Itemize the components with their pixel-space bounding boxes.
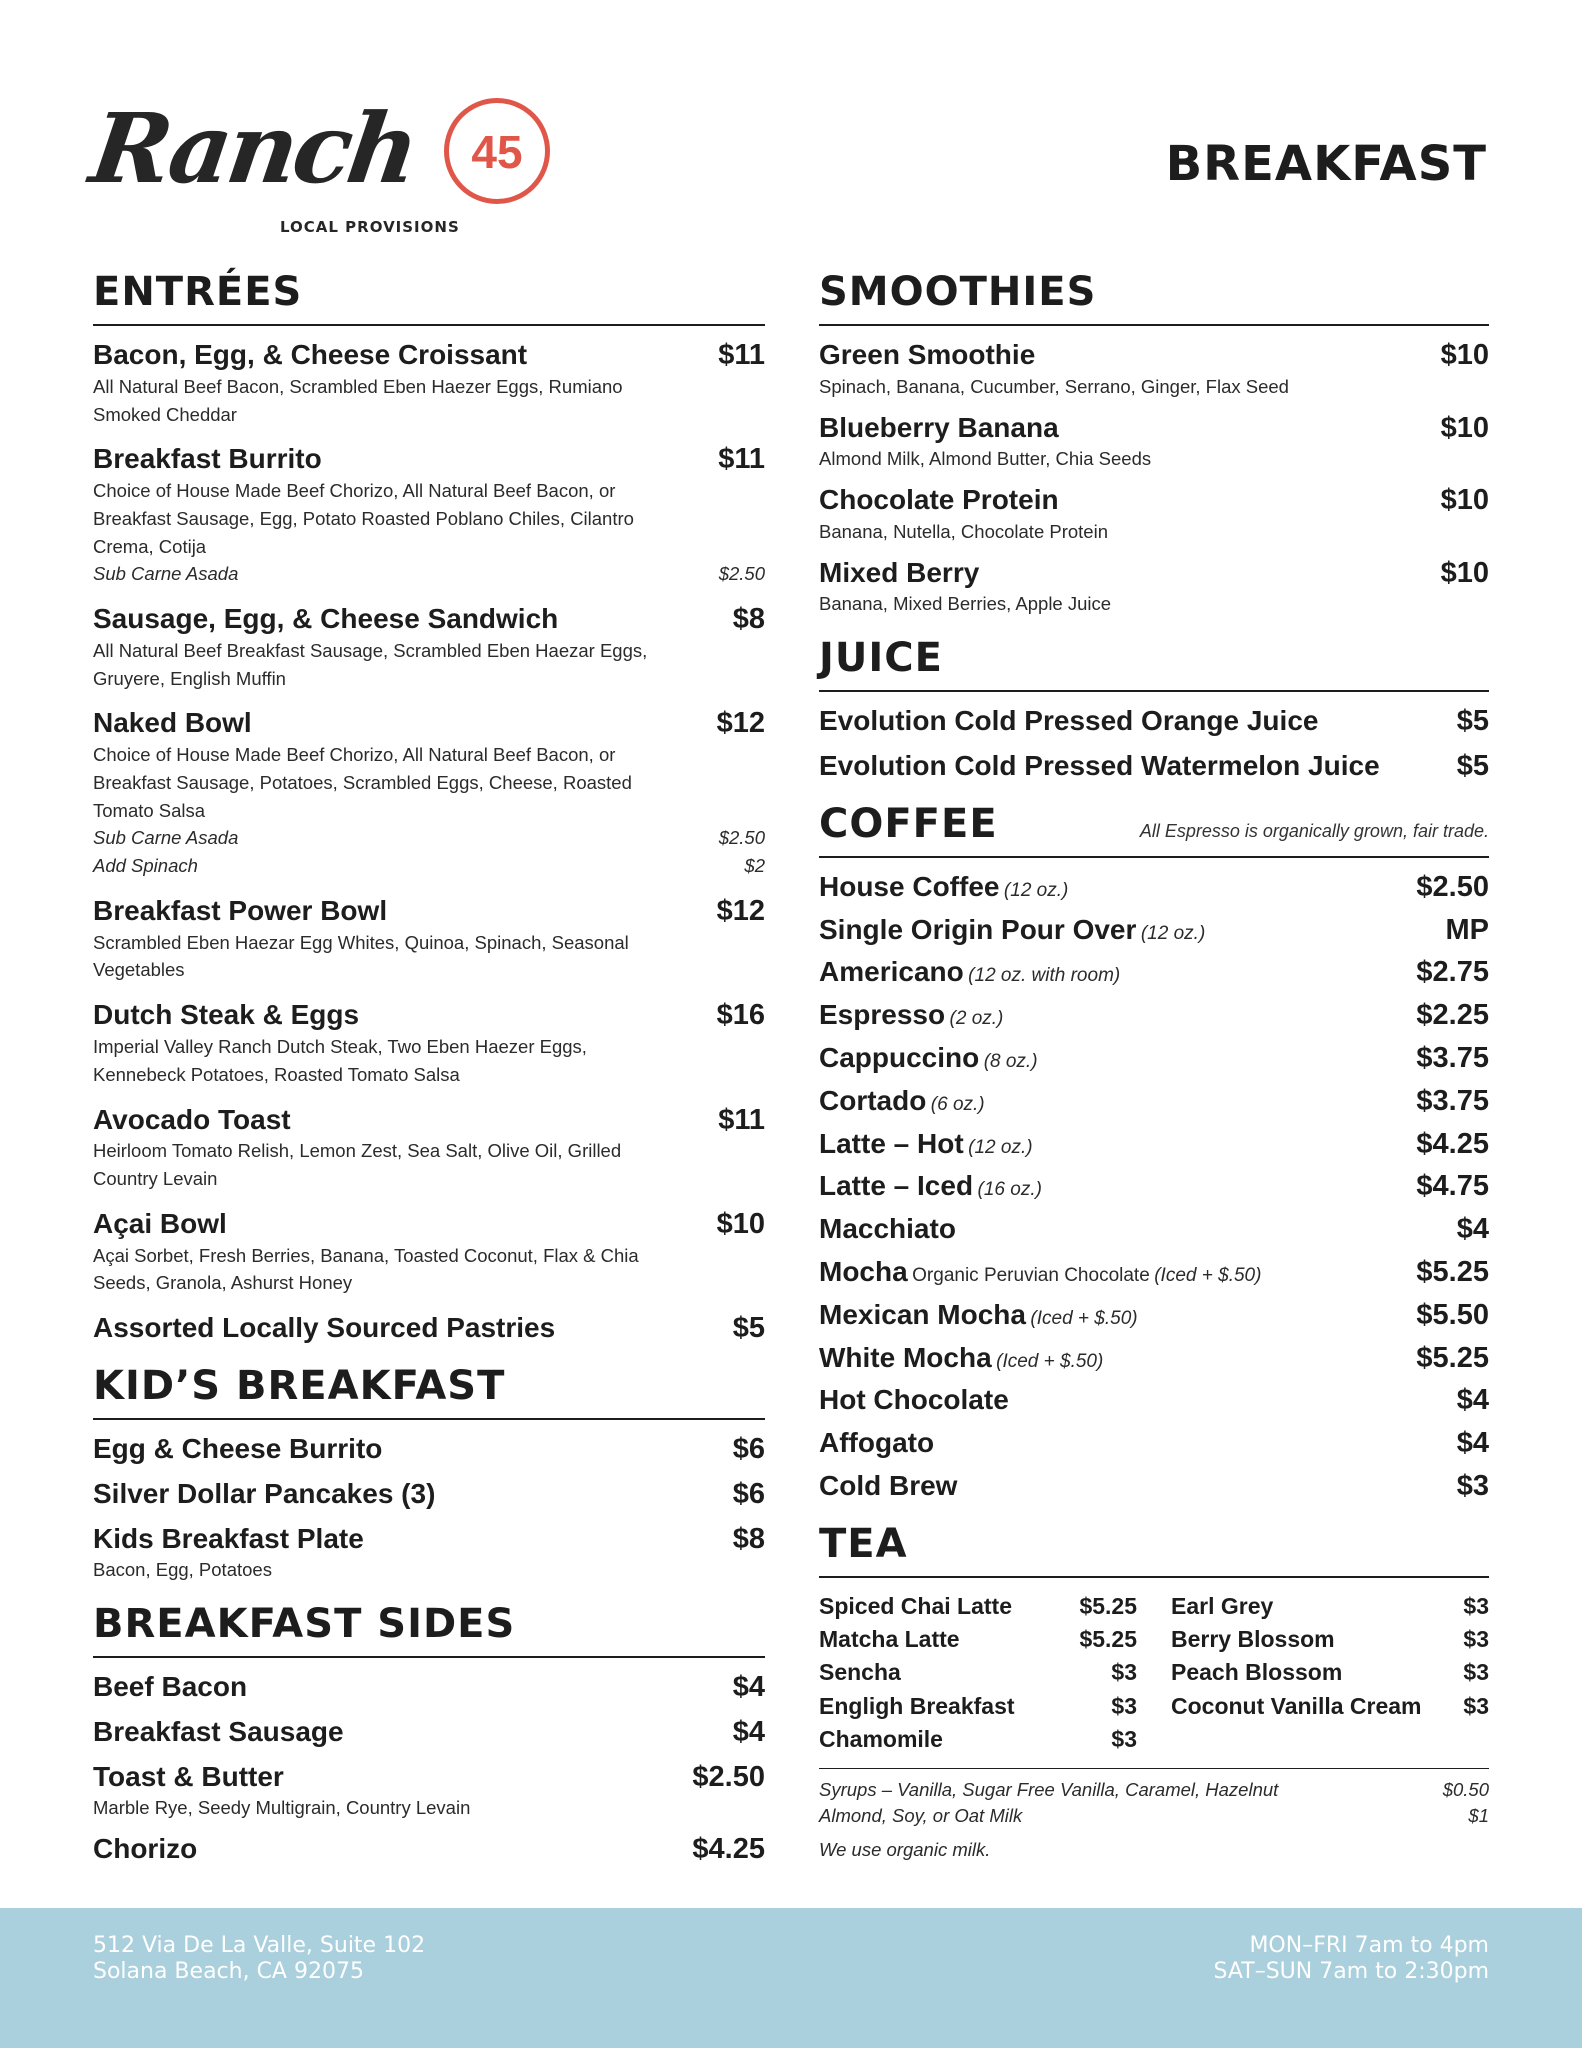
menu-item-price: $10 — [1440, 339, 1489, 371]
menu-item-name: Mixed Berry — [819, 556, 980, 588]
menu-item-row — [93, 998, 765, 1033]
menu-item — [93, 1522, 765, 1585]
hours — [1214, 1933, 1489, 1986]
addon-label: Add Spinach — [93, 855, 198, 877]
tea-name: Spiced Chai Latte — [819, 1592, 1012, 1619]
menu-item-price: $4 — [732, 1671, 765, 1704]
tea-item — [819, 1723, 1137, 1756]
menu-item — [819, 1341, 1489, 1376]
menu-item-size: (Iced + $.50) — [1030, 1307, 1138, 1329]
menu-item — [819, 1298, 1489, 1333]
addon-label: Sub Carne Asada — [93, 827, 239, 849]
menu-item — [819, 1084, 1489, 1119]
menu-item-name: Blueberry Banana — [819, 411, 1059, 443]
logo-tagline: LOCAL PROVISIONS — [280, 218, 460, 236]
hours-line-1: MON–FRI 7am to 4pm — [1249, 1933, 1489, 1958]
extra-price: $1 — [1468, 1805, 1489, 1827]
addon-price: $2 — [744, 855, 765, 877]
menu-item-title — [819, 1212, 956, 1246]
right-column — [819, 270, 1489, 1879]
menu-item — [93, 1832, 765, 1867]
menu-item-title — [819, 913, 1205, 947]
menu-item-row — [93, 1432, 765, 1467]
menu-item-price: $8 — [732, 603, 765, 636]
menu-item-description: Heirloom Tomato Relish, Lemon Zest, Sea Salt, Olive Oil, Grilled Country Levain — [93, 1140, 622, 1190]
logo — [84, 92, 572, 242]
menu-item-row — [819, 1298, 1489, 1333]
menu-item-title — [93, 338, 527, 372]
menu-item-description: Imperial Valley Ranch Dutch Steak, Two Eben Haezer Eggs, Kennebeck Potatoes, Roasted Tomato Salsa — [93, 1036, 587, 1085]
menu-item-row — [93, 706, 765, 741]
menu-item-size: (8 oz.) — [983, 1050, 1038, 1072]
menu-item-size: (16 oz.) — [977, 1179, 1042, 1201]
menu-item-name: Toast & Butter — [93, 1760, 284, 1792]
extra-item — [819, 1803, 1489, 1829]
menu-item-description: Açai Sorbet, Fresh Berries, Banana, Toasted Coconut, Flax & Chia Seeds, Granola, Ashurst Honey — [93, 1244, 639, 1294]
menu-item-title — [93, 442, 322, 476]
menu-item-name: Naked Bowl — [93, 707, 252, 739]
menu-item-price: $5 — [732, 1312, 765, 1345]
coffee-note: All Espresso is organically grown, fair trade. — [1139, 820, 1489, 841]
kids-heading: KID’S BREAKFAST — [93, 1364, 765, 1420]
tea-item — [819, 1690, 1137, 1723]
menu-item-price: $5 — [1456, 705, 1489, 738]
menu-item-size: (2 oz.) — [949, 1008, 1004, 1030]
menu-item-name: Beef Bacon — [93, 1671, 248, 1703]
menu-item-price: $16 — [716, 999, 765, 1032]
menu-item-row — [93, 1477, 765, 1512]
menu-item-title — [93, 1670, 247, 1704]
menu-item-row — [819, 1084, 1489, 1119]
menu-item-name: House Coffee — [819, 870, 1000, 902]
milk-note: We use organic milk. — [819, 1839, 991, 1861]
menu-item-row — [819, 870, 1489, 905]
tea-price: $5.25 — [1079, 1592, 1137, 1619]
menu-item-title — [819, 870, 1068, 904]
hours-line-2: SAT–SUN 7am to 2:30pm — [1213, 1959, 1489, 1985]
menu-item — [93, 1207, 765, 1297]
menu-item-description: Banana, Nutella, Chocolate Protein — [819, 520, 1108, 542]
menu-item — [819, 1127, 1489, 1162]
menu-item-title — [93, 602, 558, 636]
menu-item-size: (Iced + $.50) — [1154, 1264, 1262, 1286]
menu-item-price: $5.50 — [1416, 1298, 1489, 1331]
tea-name: Coconut Vanilla Cream — [1171, 1692, 1422, 1719]
menu-item — [819, 1212, 1489, 1247]
menu-item — [819, 913, 1489, 948]
menu-item-description: Spinach, Banana, Cucumber, Serrano, Ginger, Flax Seed — [819, 375, 1289, 397]
footer — [0, 1908, 1582, 2048]
menu-item-name: Egg & Cheese Burrito — [93, 1432, 383, 1464]
menu-item — [819, 1041, 1489, 1076]
menu-item-title — [93, 1522, 364, 1556]
menu-item-price: $5.25 — [1416, 1341, 1489, 1374]
menu-item-row — [819, 338, 1489, 373]
menu-item-name: Cortado — [819, 1084, 927, 1116]
menu-item-description: Banana, Mixed Berries, Apple Juice — [819, 593, 1112, 615]
address-line-1: 512 Via De La Valle, Suite 102 — [93, 1933, 426, 1958]
menu-item — [93, 894, 765, 984]
menu-item-title — [93, 894, 387, 928]
menu-item-row — [93, 1207, 765, 1242]
menu-item-title — [819, 1298, 1138, 1332]
menu-item — [819, 1169, 1489, 1204]
tea-left-column — [819, 1590, 1137, 1757]
menu-item-row — [819, 556, 1489, 591]
menu-item-row — [93, 1760, 765, 1795]
addon-label: Sub Carne Asada — [93, 563, 239, 585]
menu-item-row — [819, 913, 1489, 948]
menu-item-description: Bacon, Egg, Potatoes — [93, 1559, 272, 1581]
menu-item-title — [819, 1426, 934, 1460]
menu-item-size: (Iced + $.50) — [996, 1350, 1104, 1372]
menu-item-title — [819, 704, 1318, 738]
menu-item-price: $4.25 — [692, 1833, 765, 1866]
menu-item-price: $5.25 — [1416, 1255, 1489, 1288]
menu-item-title — [819, 556, 979, 590]
menu-item-price: $6 — [732, 1432, 765, 1465]
menu-item-name: Latte – Hot — [819, 1127, 964, 1159]
addon-row — [93, 824, 765, 852]
menu-item — [93, 1760, 765, 1823]
menu-item-name: White Mocha — [819, 1341, 992, 1373]
menu-item-title — [819, 1041, 1038, 1075]
tea-item — [1171, 1590, 1489, 1623]
logo-number: 45 — [471, 126, 523, 178]
menu-item — [819, 1255, 1489, 1290]
menu-item-name: Mocha — [819, 1255, 908, 1287]
address-line-2: Solana Beach, CA 92075 — [93, 1959, 364, 1985]
menu-item-price: $10 — [1440, 484, 1489, 517]
menu-item-size: (12 oz.) — [1003, 879, 1069, 901]
menu-item-size: (12 oz.) — [968, 1136, 1033, 1158]
menu-item-price: $3.75 — [1416, 1084, 1489, 1117]
menu-item-row — [93, 338, 765, 373]
menu-item — [93, 1311, 765, 1346]
menu-item — [819, 1426, 1489, 1461]
menu-item — [93, 998, 765, 1088]
sides-heading: BREAKFAST SIDES — [93, 1602, 765, 1658]
extra-price: $0.50 — [1442, 1779, 1489, 1801]
menu-item-row — [819, 483, 1489, 518]
menu-item-title — [93, 1432, 382, 1466]
menu-item-title — [93, 706, 252, 740]
menu-item-description: Marble Rye, Seedy Multigrain, Country Levain — [93, 1797, 471, 1819]
menu-item-price: $3 — [1456, 1469, 1489, 1502]
smoothies-heading: SMOOTHIES — [819, 270, 1489, 326]
menu-item-price: $10 — [1440, 556, 1489, 589]
menu-item-title — [819, 1127, 1033, 1161]
menu-item-row — [93, 442, 765, 477]
menu-item-description: Choice of House Made Beef Chorizo, All Natural Beef Bacon, or Breakfast Sausage, Egg, Potato Roasted Poblano Chiles, Cilantro Crema, Cotija — [93, 480, 634, 557]
tea-item — [1171, 1656, 1489, 1689]
menu-item-row — [93, 894, 765, 929]
menu-item-name: Bacon, Egg, & Cheese Croissant — [93, 339, 528, 370]
menu-item-price: $2.50 — [692, 1760, 765, 1793]
menu-item-price: $10 — [716, 1207, 765, 1240]
tea-name: Engligh Breakfast — [819, 1692, 1015, 1719]
menu-item — [93, 706, 765, 880]
menu-item-title — [819, 749, 1380, 783]
entrees-list — [93, 326, 765, 1346]
menu-item-title — [819, 1383, 1009, 1417]
menu-item-title — [93, 1760, 284, 1794]
menu-item-row — [819, 955, 1489, 990]
menu-item — [93, 1103, 765, 1193]
menu-item — [93, 442, 765, 588]
menu-item-name: Breakfast Sausage — [93, 1715, 344, 1747]
tea-price: $3 — [1463, 1659, 1489, 1686]
menu-item-name: Cappuccino — [819, 1041, 980, 1073]
menu-item-name: Dutch Steak & Eggs — [93, 999, 360, 1031]
menu-item-price: $6 — [732, 1477, 765, 1510]
smoothies-list — [819, 326, 1489, 618]
menu-item — [819, 955, 1489, 990]
kids-section — [93, 1364, 765, 1584]
menu-item-name: Hot Chocolate — [819, 1384, 1009, 1416]
menu-item — [819, 556, 1489, 619]
sides-section — [93, 1602, 765, 1867]
menu-item-name: Latte – Iced — [819, 1170, 974, 1202]
menu-item-description: All Natural Beef Breakfast Sausage, Scrambled Eben Haezar Eggs, Gruyere, English Muffin — [93, 639, 648, 689]
menu-item — [819, 1383, 1489, 1418]
menu-item — [819, 483, 1489, 546]
addon-row — [93, 560, 765, 588]
tea-price: $3 — [1111, 1692, 1137, 1719]
menu-item-size: (12 oz.) — [1140, 922, 1206, 944]
menu-item-title — [819, 1084, 985, 1118]
menu-item-title — [819, 955, 1120, 989]
menu-item-title — [819, 1169, 1042, 1203]
menu-item-size: (12 oz. with room) — [968, 965, 1121, 987]
menu-item-title — [93, 1715, 344, 1749]
menu-item-price: $4.75 — [1416, 1170, 1489, 1203]
menu-item — [819, 749, 1489, 784]
coffee-heading: COFFEE — [819, 800, 998, 847]
addon-row — [93, 852, 765, 880]
menu-item-title — [93, 1477, 435, 1511]
menu-item-price: $4 — [1456, 1384, 1489, 1417]
menu-item-name: Single Origin Pour Over — [819, 913, 1137, 945]
menu-item-name: Breakfast Power Bowl — [93, 894, 388, 926]
juice-section — [819, 636, 1489, 784]
menu-item — [93, 602, 765, 692]
menu-item-price: $4 — [1456, 1213, 1489, 1246]
menu-item-title — [819, 1255, 1261, 1289]
menu-item-name: Americano — [819, 956, 964, 988]
menu-item-name: Green Smoothie — [819, 339, 1036, 370]
tea-name: Earl Grey — [1171, 1592, 1274, 1619]
menu-item-row — [819, 1041, 1489, 1076]
menu-item-name: Macchiato — [819, 1213, 956, 1245]
menu-item — [93, 1432, 765, 1467]
page-title: BREAKFAST — [1165, 136, 1487, 192]
menu-item-row — [93, 1103, 765, 1138]
address — [93, 1933, 425, 1986]
menu-item-title — [93, 1207, 227, 1241]
menu-item-row — [819, 704, 1489, 739]
tea-name: Matcha Latte — [819, 1626, 960, 1653]
sides-list — [93, 1658, 765, 1867]
tea-price: $3 — [1463, 1626, 1489, 1653]
menu-item-name: Evolution Cold Pressed Orange Juice — [819, 705, 1319, 737]
menu-item — [819, 338, 1489, 401]
menu-item-row — [819, 1469, 1489, 1504]
menu-item-price: $4 — [732, 1715, 765, 1748]
tea-name: Chamomile — [819, 1726, 943, 1753]
menu-item-name: Açai Bowl — [93, 1207, 227, 1239]
menu-item-name: Sausage, Egg, & Cheese Sandwich — [93, 603, 559, 635]
menu-item-price: $2.50 — [1416, 870, 1489, 903]
menu-item-price: $11 — [718, 1103, 765, 1136]
menu-item-description: Choice of House Made Beef Chorizo, All Natural Beef Bacon, or Breakfast Sausage, Potatoes, Scrambled Eggs, Cheese, Roasted Tomato Salsa — [93, 744, 632, 821]
menu-item-row — [819, 411, 1489, 446]
tea-item — [819, 1623, 1137, 1656]
tea-grid — [819, 1578, 1489, 1757]
juice-heading: JUICE — [819, 636, 1489, 692]
menu-item-price: $2.25 — [1416, 999, 1489, 1032]
addon-price: $2.50 — [718, 827, 765, 849]
coffee-list — [819, 858, 1489, 1504]
menu-item-name: Avocado Toast — [93, 1103, 291, 1135]
menu-item-name: Espresso — [819, 999, 946, 1031]
menu-item-row — [93, 1670, 765, 1705]
menu-item-title — [819, 1341, 1103, 1375]
menu-item-name: Affogato — [819, 1427, 935, 1459]
menu-item-price: $3.75 — [1416, 1041, 1489, 1074]
menu-item-price: $4.25 — [1416, 1127, 1489, 1160]
menu-item-title — [819, 411, 1059, 445]
menu-item-name: Chorizo — [93, 1833, 198, 1865]
tea-name: Sencha — [819, 1659, 901, 1686]
menu-item-title — [93, 1103, 291, 1137]
menu-item — [819, 870, 1489, 905]
menu-item-title — [819, 338, 1035, 372]
entrees-heading: ENTRÉES — [93, 270, 765, 326]
menu-item-price: $8 — [732, 1522, 765, 1555]
menu-item — [819, 704, 1489, 739]
menu-item-name: Evolution Cold Pressed Watermelon Juice — [819, 749, 1380, 781]
menu-item-description: All Natural Beef Bacon, Scrambled Eben Haezer Eggs, Rumiano Smoked Cheddar — [93, 375, 623, 425]
menu-item-size: (6 oz.) — [930, 1093, 985, 1115]
menu-item-name: Chocolate Protein — [819, 484, 1059, 516]
tea-heading: TEA — [819, 1522, 1489, 1578]
menu-item-row — [93, 1522, 765, 1557]
menu-item-price: $4 — [1456, 1427, 1489, 1460]
menu-item — [93, 338, 765, 428]
tea-price: $3 — [1463, 1592, 1489, 1619]
menu-item — [819, 998, 1489, 1033]
menu-item-price: $10 — [1440, 411, 1489, 444]
extra-label: Syrups – Vanilla, Sugar Free Vanilla, Caramel, Hazelnut — [819, 1779, 1279, 1801]
extra-item — [819, 1777, 1489, 1803]
kids-list — [93, 1420, 765, 1584]
menu-item-row — [819, 1341, 1489, 1376]
tea-name: Berry Blossom — [1171, 1626, 1335, 1653]
menu-item-title — [819, 1469, 957, 1503]
menu-item-row — [819, 998, 1489, 1033]
menu-item-title — [819, 483, 1059, 517]
menu-item-row — [93, 1715, 765, 1750]
tea-item — [1171, 1623, 1489, 1656]
menu-item-name: Assorted Locally Sourced Pastries — [93, 1312, 556, 1344]
menu-item — [93, 1477, 765, 1512]
menu-item-row — [819, 1383, 1489, 1418]
menu-item-row — [819, 1255, 1489, 1290]
menu-item-name: Breakfast Burrito — [93, 443, 322, 475]
menu-item-price: MP — [1445, 913, 1489, 946]
tea-item — [819, 1590, 1137, 1623]
menu-item — [93, 1715, 765, 1750]
entrees-section — [93, 270, 765, 1346]
menu-item-description: Almond Milk, Almond Butter, Chia Seeds — [819, 448, 1152, 470]
coffee-heading-row — [819, 802, 1489, 858]
extras-list — [819, 1768, 1489, 1829]
menu-item-row — [819, 1212, 1489, 1247]
menu-item-name: Mexican Mocha — [819, 1298, 1026, 1330]
left-column — [93, 270, 765, 1885]
smoothies-section — [819, 270, 1489, 618]
menu-item-row — [819, 1426, 1489, 1461]
juice-list — [819, 692, 1489, 784]
menu-item-price: $2.75 — [1416, 956, 1489, 989]
logo-badge — [444, 98, 550, 204]
menu-item-name: Silver Dollar Pancakes (3) — [93, 1477, 436, 1509]
menu-item-price: $11 — [718, 339, 765, 371]
addon-price: $2.50 — [718, 563, 765, 585]
menu-item-row — [819, 1169, 1489, 1204]
menu-item — [93, 1670, 765, 1705]
tea-name: Peach Blossom — [1171, 1659, 1343, 1686]
menu-item-title — [93, 998, 359, 1032]
tea-section — [819, 1522, 1489, 1862]
menu-item-row — [93, 1311, 765, 1346]
menu-item-row — [93, 1832, 765, 1867]
tea-item — [1171, 1690, 1489, 1723]
menu-item-title — [93, 1311, 555, 1345]
menu-item-title — [93, 1832, 197, 1866]
tea-price: $3 — [1111, 1659, 1137, 1686]
menu-item-description: Scrambled Eben Haezar Egg Whites, Quinoa, Spinach, Seasonal Vegetables — [93, 931, 629, 981]
menu-item — [819, 1469, 1489, 1504]
menu-item-row — [93, 602, 765, 637]
extra-label: Almond, Soy, or Oat Milk — [819, 1805, 1023, 1827]
tea-item — [819, 1656, 1137, 1689]
menu-item-title — [819, 998, 1003, 1032]
menu-item-name: Cold Brew — [819, 1469, 958, 1501]
menu-item-price: $5 — [1456, 749, 1489, 782]
logo-script: Ranch — [84, 92, 423, 205]
menu-item-price: $12 — [716, 894, 765, 927]
tea-price: $5.25 — [1079, 1626, 1137, 1653]
menu-item-price: $11 — [718, 443, 765, 476]
menu-item-row — [819, 749, 1489, 784]
menu-item — [819, 411, 1489, 474]
menu-item-row — [819, 1127, 1489, 1162]
menu-item-detail: Organic Peruvian Chocolate — [912, 1264, 1150, 1286]
coffee-section — [819, 802, 1489, 1504]
tea-right-column — [1171, 1590, 1489, 1757]
tea-price: $3 — [1111, 1726, 1137, 1753]
tea-price: $3 — [1463, 1692, 1489, 1719]
menu-item-price: $12 — [716, 707, 765, 740]
menu-item-name: Kids Breakfast Plate — [93, 1522, 364, 1554]
